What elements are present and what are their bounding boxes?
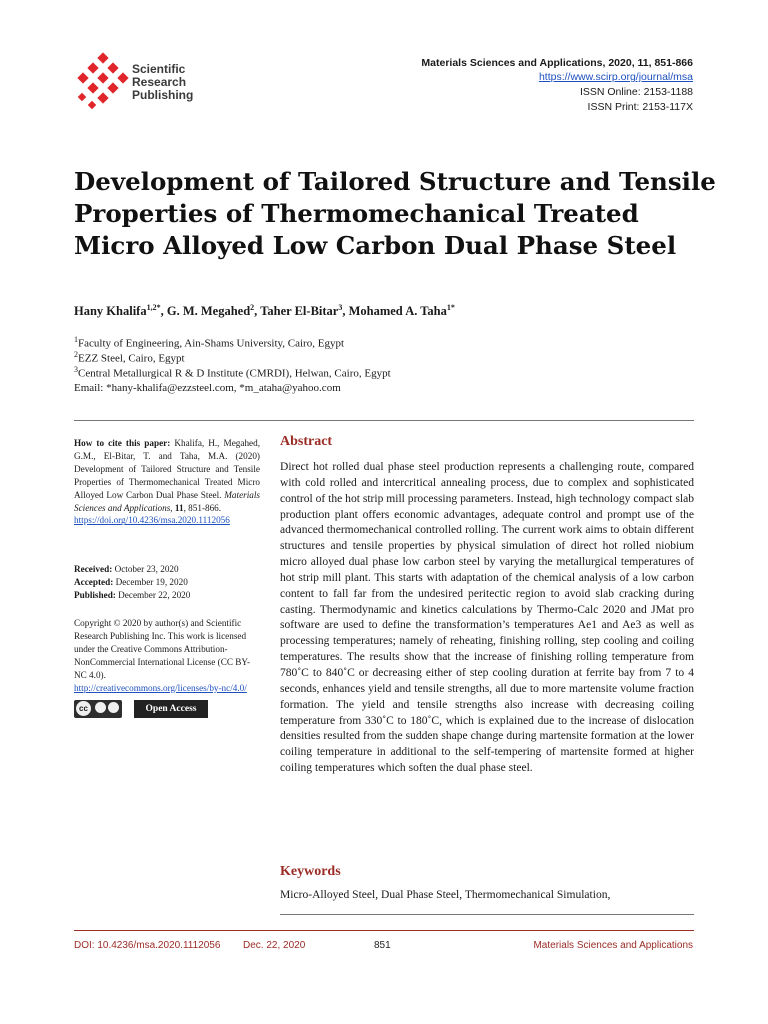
- cite-volume: 11: [174, 502, 184, 513]
- author-name: Hany Khalifa: [74, 304, 147, 319]
- date-value: December 22, 2020: [115, 589, 191, 600]
- date-label: Published:: [74, 589, 116, 600]
- author-separator: ,: [254, 304, 261, 319]
- issn-online: ISSN Online: 2153-1188: [579, 86, 693, 98]
- affiliation: [74, 365, 391, 380]
- cite-text: , 851-866.: [183, 502, 222, 513]
- journal-citation: Materials Sciences and Applications, 2020, 11, 851-866: [421, 57, 693, 69]
- open-access-badge[interactable]: Open Access: [134, 700, 208, 718]
- publisher-name-line3: Publishing: [132, 88, 194, 102]
- issn-print: ISSN Print: 2153-117X: [587, 101, 693, 113]
- cite-label: How to cite this paper:: [74, 438, 171, 448]
- author-affiliation-mark: 1*: [446, 303, 455, 312]
- doi-link[interactable]: https://doi.org/10.4236/msa.2020.1112056: [74, 515, 230, 526]
- publisher-name-line1: Scientific: [132, 62, 186, 76]
- affiliation-mark: 2: [74, 350, 78, 359]
- author-email: Email: *hany-khalifa@ezzsteel.com, *m_ataha@yahoo.com: [74, 382, 341, 394]
- author-name: Taher El-Bitar: [260, 304, 339, 319]
- affiliation-text: EZZ Steel, Cairo, Egypt: [78, 352, 185, 365]
- keywords-text: Micro-Alloyed Steel, Dual Phase Steel, Thermomechanical Simulation,: [280, 889, 611, 901]
- footer-journal: Materials Sciences and Applications: [533, 940, 693, 951]
- author-separator: ,: [160, 304, 167, 319]
- affiliation: [74, 335, 344, 350]
- author-list: [74, 303, 455, 319]
- affiliation: [74, 350, 185, 365]
- journal-url-link[interactable]: https://www.scirp.org/journal/msa: [538, 71, 693, 83]
- affiliation-mark: 1: [74, 335, 78, 344]
- date-accepted: [74, 576, 260, 589]
- title-line: Properties of Thermomechanical Treated: [74, 199, 639, 228]
- license-link[interactable]: http://creativecommons.org/licenses/by-nc/4.0/: [74, 682, 247, 693]
- date-label: Received:: [74, 564, 113, 574]
- cite-journal: Materials Sciences and Applications: [74, 489, 260, 513]
- affiliation-mark: 3: [74, 365, 78, 374]
- scirp-diamond-logo-icon: [75, 52, 131, 112]
- keywords-divider: [280, 914, 694, 915]
- paper-title: [74, 166, 714, 262]
- license-text: Copyright © 2020 by author(s) and Scientific Research Publishing Inc. This work is licensed under the Creative Commons Attribution-NonCommercial International License (CC BY-NC 4.0).: [74, 618, 251, 680]
- title-line: Development of Tailored Structure and Tensile: [74, 167, 716, 196]
- footer-date: Dec. 22, 2020: [243, 940, 306, 951]
- date-received: [74, 563, 260, 576]
- date-published: [74, 589, 260, 602]
- author-name: G. M. Megahed: [166, 304, 251, 319]
- date-value: October 23, 2020: [112, 564, 179, 574]
- footer-divider: [74, 930, 694, 931]
- page-number: 851: [374, 940, 391, 951]
- cite-text: ,: [170, 502, 175, 513]
- person-attribution-icon: [95, 702, 106, 713]
- header-divider: [74, 420, 694, 421]
- abstract-heading: Abstract: [280, 434, 333, 449]
- author-affiliation-mark: 3: [338, 303, 343, 312]
- keywords-heading: Keywords: [280, 864, 341, 879]
- affiliation-text: Faculty of Engineering, Ain-Shams University, Cairo, Egypt: [78, 337, 344, 350]
- cc-by-nc-badge[interactable]: [74, 700, 122, 718]
- publisher-name-line2: Research: [132, 75, 187, 89]
- footer-doi: DOI: 10.4236/msa.2020.1112056: [74, 940, 221, 951]
- license-block: [74, 617, 260, 694]
- date-value: December 19, 2020: [113, 576, 188, 587]
- date-label: Accepted:: [74, 576, 114, 587]
- affiliation-text: Central Metallurgical R & D Institute (CMRDI), Helwan, Cairo, Egypt: [78, 367, 391, 380]
- abstract-text: Direct hot rolled dual phase steel production represents a challenging route, compared with cold rolled and intercritical annealing process, due to complex and sophisticated control of the hot strip mill processing parameters. Instead, high technology compact slab production plant offers economic advantages, adequate control and prompt use of the advanced thermomechanical controlled rolling. The current work aims to obtain different structures and tensile properties by physical simulation of direct hot rolled niobium micro alloyed dual phase low carbon steel by varying the metallurgical temperatures of hot strip mill plant. This starts with adaptation of the chemical analysis of a low carbon content to fall far from the undesired peritectic region to avoid slab cracking during casting. Thermodynamic and kinetics calculations by Thermo-Calc 2020 and JMat pro software are used to define the transformation’s temperatures Ae1 and Ae3 as well as processing temperatures; namely of reheating, finishing rolling, step cooling and coiling temperatures. The results show that the increase of finishing rolling temperature from 780˚C to 840˚C or decreasing either of step cooling duration at ferrite bay from 7 to 4 seconds, enhances yield and tensile strengths, all due to more martensite volume fraction formation. The yield and tensile strengths also increase with decreasing coiling temperature from 330˚C to 180˚C, which is explained due to the increase of dislocation densities resulted from the sudden shape change during martensite formation at the lower coiling temperature in additional to the self-tempering of martensite formed at higher coiling temperatures which soften the dual phase steel.: [280, 461, 694, 775]
- author-affiliation-mark: 1,2*: [146, 303, 161, 312]
- author-name: Mohamed A. Taha: [348, 304, 447, 319]
- how-to-cite: [74, 437, 260, 527]
- publisher-logo: [75, 52, 205, 112]
- author-affiliation-mark: 2: [250, 303, 255, 312]
- cite-text: Khalifa, H., Megahed, G.M., El-Bitar, T. and Taha, M.A. (2020) Development of Tailored Structure and Tensile Properties of Thermomechanical Treated Micro Alloyed Low Carbon Dual Phase Steel.: [74, 438, 261, 500]
- author-separator: ,: [342, 304, 349, 319]
- noncommercial-icon: [108, 702, 119, 713]
- title-line: Micro Alloyed Low Carbon Dual Phase Steel: [74, 231, 677, 260]
- creative-commons-icon: cc: [76, 701, 91, 716]
- publication-dates: [74, 563, 260, 602]
